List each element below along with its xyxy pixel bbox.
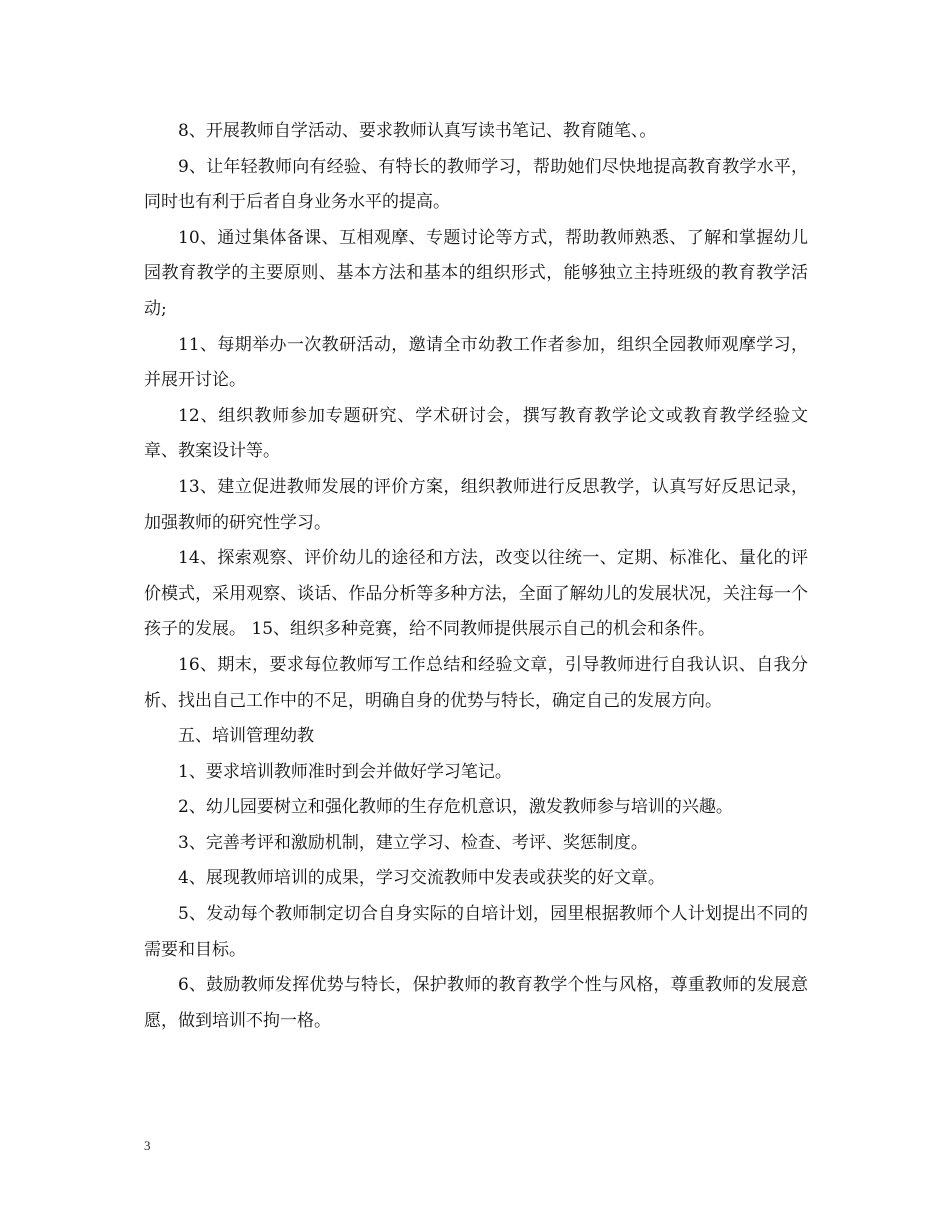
page-number: 3 <box>144 1138 151 1153</box>
paragraph-item-12: 12、组织教师参加专题研究、学术研讨会，撰写教育教学论文或教育教学经验文章、教案设计等。 <box>144 405 808 462</box>
paragraph-training-2: 2、幼儿园要树立和强化教师的生存危机意识，激发教师参与培训的兴趣。 <box>178 797 733 818</box>
paragraph-item-11: 11、每期举办一次教研活动，邀请全市幼教工作者参加，组织全园教师观摩学习，并展开讨论。 <box>144 334 808 391</box>
paragraph-training-1: 1、要求培训教师准时到会并做好学习笔记。 <box>178 761 512 782</box>
paragraph-item-16: 16、期末，要求每位教师写工作总结和经验文章，引导教师进行自我认识、自我分析、找出自己工作中的不足，明确自身的优势与特长，确定自己的发展方向。 <box>144 654 808 711</box>
paragraph-item-13: 13、建立促进教师发展的评价方案，组织教师进行反思教学，认真写好反思记录，加强教师的研究性学习。 <box>144 476 808 533</box>
paragraph-training-4: 4、展现教师培训的成果，学习交流教师中发表或获奖的好文章。 <box>178 868 665 889</box>
paragraph-item-14-15: 14、探索观察、评价幼儿的途径和方法，改变以往统一、定期、标准化、量化的评价模式，采用观察、谈话、作品分析等多种方法，全面了解幼儿的发展状况，关注每一个孩子的发展。 15、组织多种竞赛，给不同教师提供展示自己的机会和条件。 <box>144 548 808 640</box>
paragraph-item-8: 8、开展教师自学活动、要求教师认真写读书笔记、教育随笔、。 <box>178 121 657 141</box>
paragraph-training-6: 6、鼓励教师发挥优势与特长，保护教师的教育教学个性与风格，尊重教师的发展意愿，做到培训不拘一格。 <box>144 975 808 1031</box>
paragraph-item-10: 10、通过集体备课、互相观摩、专题讨论等方式，帮助教师熟悉、了解和掌握幼儿园教育教学的主要原则、基本方法和基本的组织形式，能够独立主持班级的教育教学活动; <box>144 227 808 319</box>
paragraph-training-3: 3、完善考评和激励机制，建立学习、检查、考评、奖惩制度。 <box>178 832 648 853</box>
paragraph-item-9: 9、让年轻教师向有经验、有特长的教师学习，帮助她们尽快地提高教育教学水平，同时也有利于后者自身业务水平的提高。 <box>144 156 808 213</box>
document-body <box>144 114 808 1039</box>
section-heading: 五、培训管理幼教 <box>178 726 314 747</box>
paragraph-training-5: 5、发动每个教师制定切合自身实际的自培计划，园里根据教师个人计划提出不同的需要和目标。 <box>144 904 808 960</box>
